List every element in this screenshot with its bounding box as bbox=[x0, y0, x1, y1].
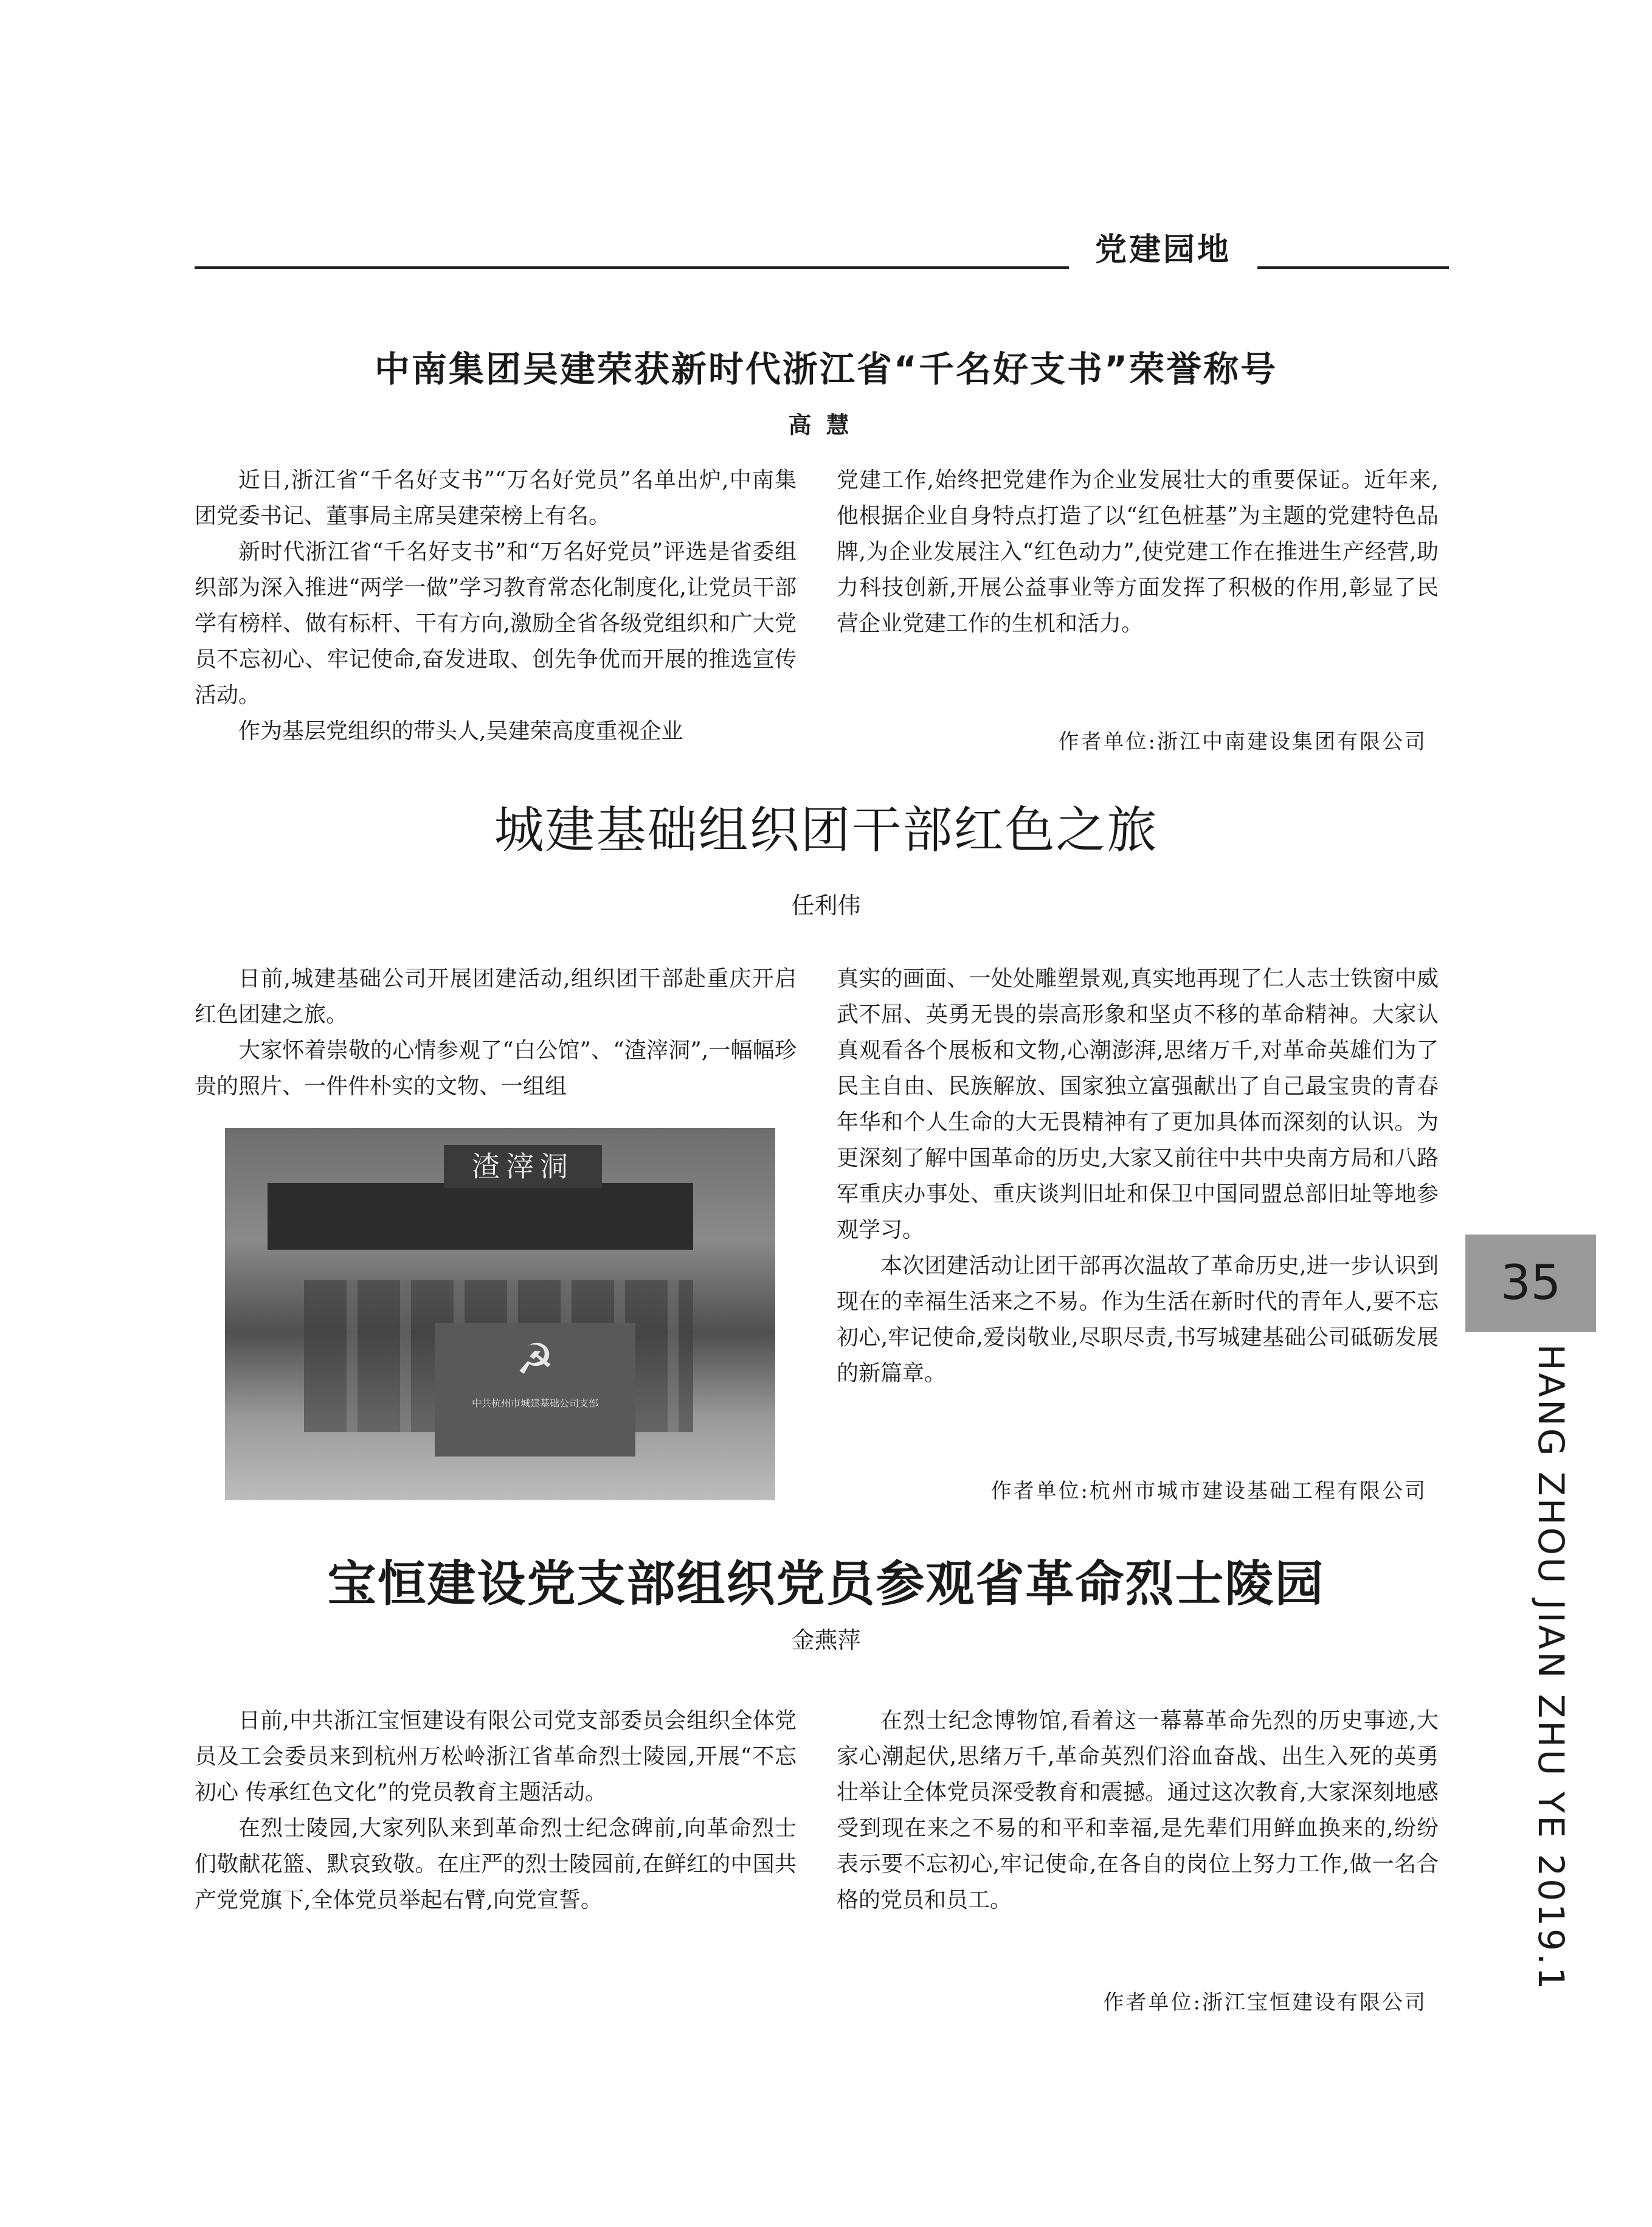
header-rule-left bbox=[195, 266, 1069, 269]
photo-sign: 渣滓洞 bbox=[444, 1145, 602, 1188]
article1-title: 中南集团吴建荣获新时代浙江省“千名好支书”荣誉称号 bbox=[374, 348, 1278, 390]
paragraph: 日前,中共浙江宝恒建设有限公司党支部委员会组织全体党员及工会委员来到杭州万松岭浙江省革命烈士陵园,开展“不忘初心 传承红色文化”的党员教育主题活动。 bbox=[195, 1708, 797, 1805]
section-label: 党建园地 bbox=[1094, 232, 1231, 268]
header-rule-right bbox=[1257, 266, 1449, 269]
party-flag bbox=[435, 1323, 635, 1456]
paragraph: 在烈士纪念博物馆,看着这一幕幕革命先烈的历史事迹,大家心潮起伏,思绪万千,革命英烈们浴血奋战、出生入死的英勇壮举让全体党员深受教育和震撼。通过这次教育,大家深刻地感受到现在来之不易的和平和幸福,是先辈们用鲜血换来的,纷纷表示要不忘初心,牢记使命,在各自的岗位上努力工作,做一名合格的党员和员工。 bbox=[837, 1708, 1439, 1913]
paragraph: 作为基层党组织的带头人,吴建荣高度重视企业 bbox=[238, 719, 683, 744]
article1-col1 bbox=[195, 462, 797, 749]
flag-text: 中共杭州市城建基础公司支部 bbox=[471, 1398, 598, 1409]
journal-name: HANG ZHOU JIAN ZHU YE 2019.1 bbox=[1530, 1344, 1572, 1992]
paragraph: 新时代浙江省“千名好支书”和“万名好党员”评选是省委组织部为深入推进“两学一做”学习教育常态化制度化,让党员干部学有榜样、做有标杆、干有方向,激励全省各级党组织和广大党员不忘初心、牢记使命,奋发进取、创先争优而开展的推选宣传活动。 bbox=[195, 539, 797, 708]
article3-title: 宝恒建设党支部组织党员参观省革命烈士陵园 bbox=[327, 1555, 1325, 1612]
article1-author: 高慧 bbox=[788, 412, 864, 438]
paragraph: 日前,城建基础公司开展团建活动,组织团干部赴重庆开启红色团建之旅。 bbox=[195, 966, 797, 1027]
article3-col2 bbox=[837, 1703, 1439, 1918]
group-photo bbox=[225, 1128, 775, 1500]
paragraph: 大家怀着崇敬的心情参观了“白公馆”、“渣滓洞”,一幅幅珍贵的照片、一件件朴实的文物、一组组 bbox=[195, 1038, 797, 1099]
article2-author: 任利伟 bbox=[791, 892, 861, 919]
article1-col2 bbox=[837, 462, 1439, 642]
article1-unit: 作者单位:浙江中南建设集团有限公司 bbox=[1058, 730, 1427, 754]
article2-col2 bbox=[837, 961, 1439, 1391]
article3-col1 bbox=[195, 1703, 797, 1918]
building-roof bbox=[268, 1183, 693, 1250]
page-number: 35 bbox=[1465, 1235, 1596, 1332]
article2-unit: 作者单位:杭州市城市建设基础工程有限公司 bbox=[990, 1479, 1427, 1503]
paragraph: 近日,浙江省“千名好支书”“万名好党员”名单出炉,中南集团党委书记、董事局主席吴建荣榜上有名。 bbox=[195, 468, 797, 528]
paragraph: 在烈士陵园,大家列队来到革命烈士纪念碑前,向革命烈士们敬献花篮、默哀致敬。在庄严的烈士陵园前,在鲜红的中国共产党党旗下,全体党员举起右臂,向党宣誓。 bbox=[195, 1816, 797, 1913]
paragraph: 党建工作,始终把党建作为企业发展壮大的重要保证。近年来,他根据企业自身特点打造了以“红色桩基”为主题的党建特色品牌,为企业发展注入“红色动力”,使党建工作在推进生产经营,助力科技创新,开展公益事业等方面发挥了积极的作用,彰显了民营企业党建工作的生机和活力。 bbox=[837, 468, 1439, 636]
hammer-sickle-icon: ☭ bbox=[516, 1334, 555, 1384]
article2-title: 城建基础组织团干部红色之旅 bbox=[494, 802, 1158, 859]
article3-unit: 作者单位:浙江宝恒建设有限公司 bbox=[1103, 1990, 1427, 2015]
paragraph: 本次团建活动让团干部再次温故了革命历史,进一步认识到现在的幸福生活来之不易。作为生活在新时代的青年人,要不忘初心,牢记使命,爱岗敬业,尽职尽责,书写城建基础公司砥砺发展的新篇章。 bbox=[837, 1253, 1439, 1386]
paragraph: 真实的画面、一处处雕塑景观,真实地再现了仁人志士铁窗中威武不屈、英勇无畏的崇高形象和坚贞不移的革命精神。大家认真观看各个展板和文物,心潮澎湃,思绪万千,对革命英雄们为了民主自由、民族解放、国家独立富强献出了自己最宝贵的青春年华和个人生命的大无畏精神有了更加具体而深刻的认识。为更深刻了解中国革命的历史,大家又前往中共中央南方局和八路军重庆办事处、重庆谈判旧址和保卫中国同盟总部旧址等地参观学习。 bbox=[837, 966, 1439, 1242]
article2-col1 bbox=[195, 961, 797, 1104]
article3-author: 金燕萍 bbox=[791, 1627, 861, 1654]
